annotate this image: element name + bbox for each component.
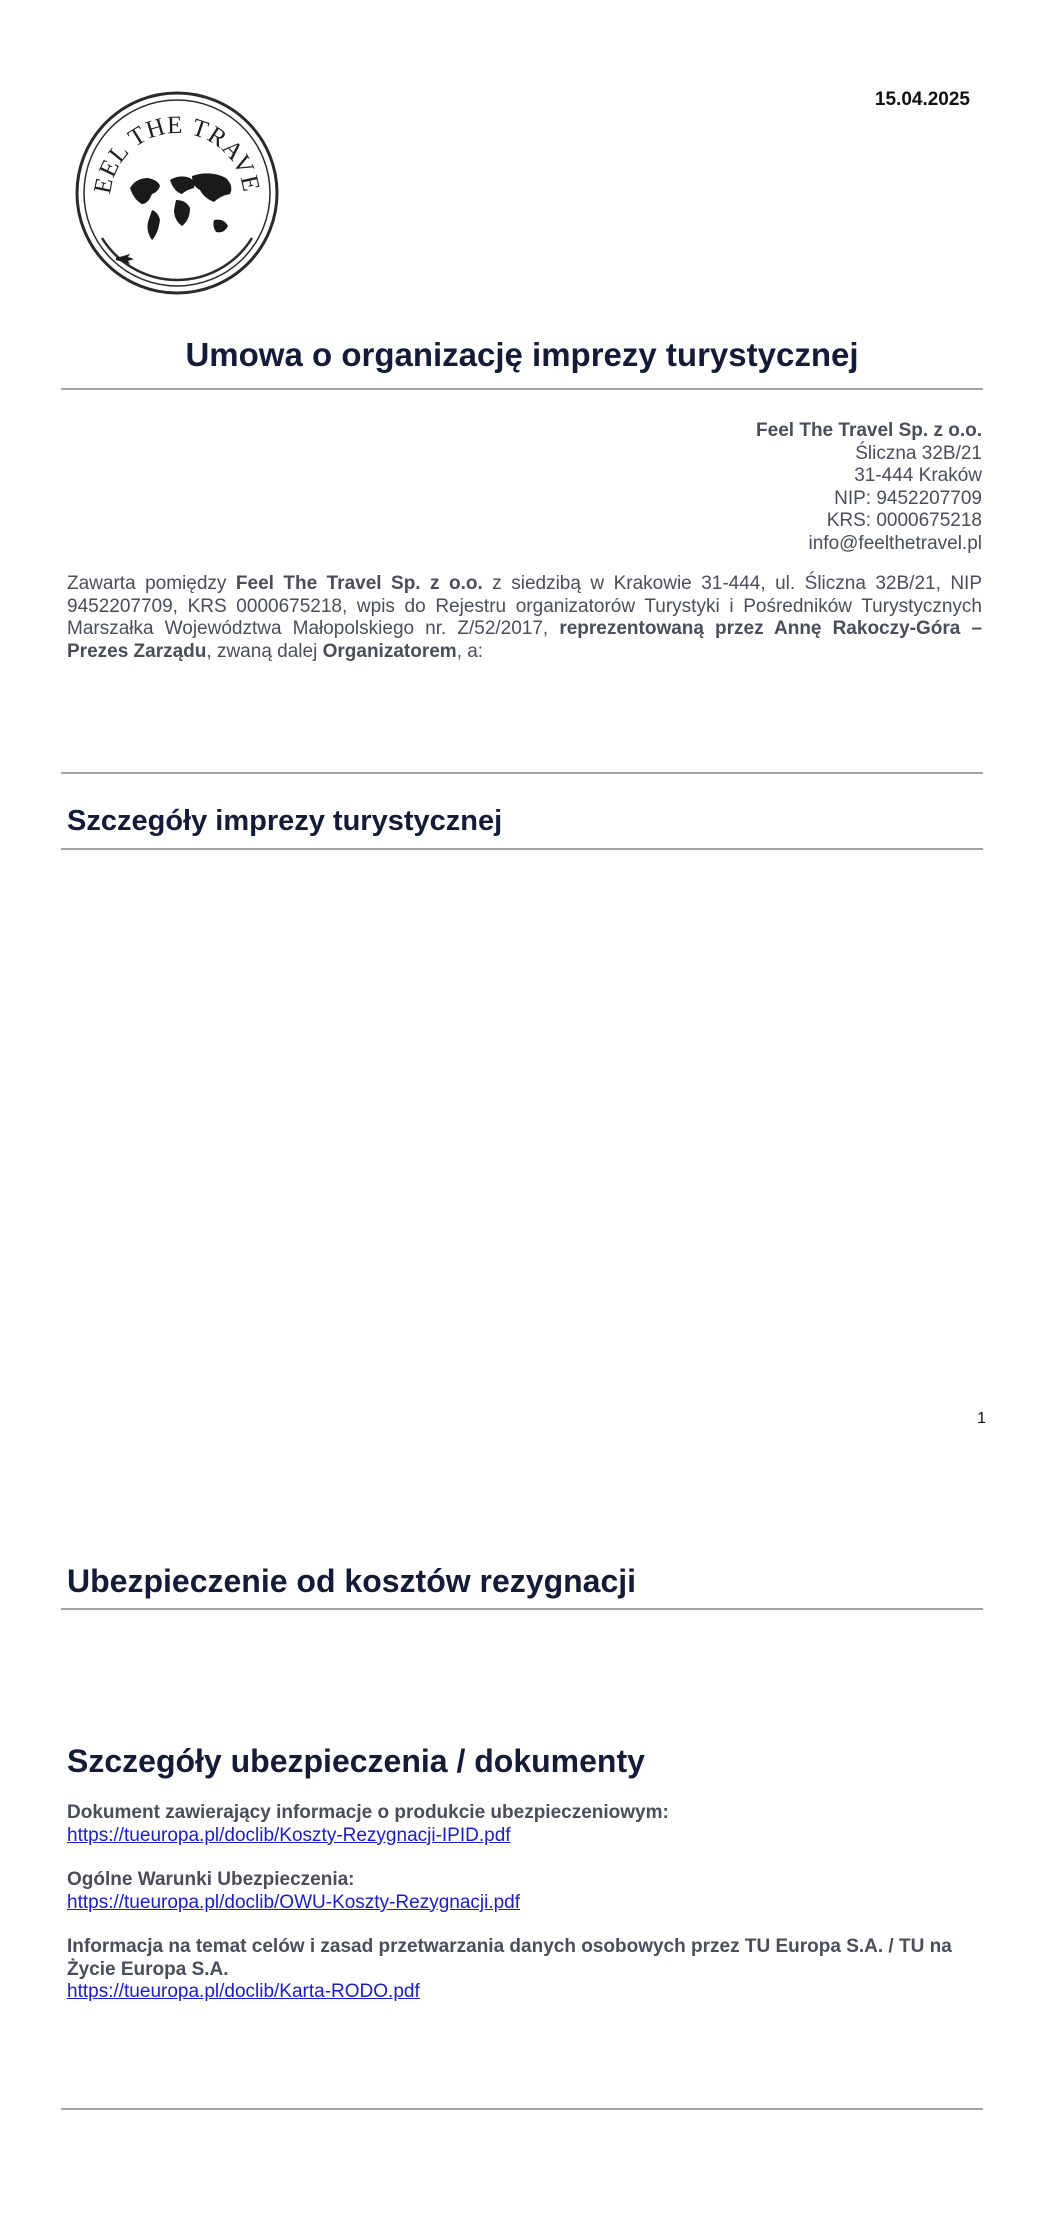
company-krs: KRS: 0000675218: [826, 510, 982, 531]
page-number: 1: [977, 1410, 986, 1427]
divider: [61, 772, 983, 774]
company-street: Śliczna 32B/21: [855, 442, 982, 464]
company-logo: [72, 88, 282, 298]
section-heading-insurance-documents: Szczegóły ubezpieczenia / dokumenty: [67, 1743, 645, 1779]
list-item: [67, 1936, 982, 2004]
divider: [61, 1608, 983, 1610]
intro-company-name: Feel The Travel Sp. z o.o.: [235, 573, 483, 594]
document-link[interactable]: https://tueuropa.pl/doclib/Koszty-Rezygnacji-IPID.pdf: [67, 1824, 511, 1846]
document-label: Dokument zawierający informacje o produkcie ubezpieczeniowym:: [67, 1802, 669, 1823]
intro-text: Zawarta pomiędzy: [67, 573, 236, 594]
svg-text:FEEL THE TRAVEL: [72, 88, 265, 196]
document-link[interactable]: https://tueuropa.pl/doclib/Karta-RODO.pdf: [67, 1981, 420, 2002]
intro-text: , zwaną dalej: [206, 640, 323, 662]
intro-organizer: Organizatorem: [322, 640, 457, 662]
section-heading-resignation-insurance: Ubezpieczenie od kosztów rezygnacji: [67, 1563, 637, 1599]
list-item: [67, 1802, 982, 1847]
document-title: Umowa o organizację imprezy turystycznej: [185, 336, 859, 373]
intro-representative: reprezentowaną przez Annę Rakoczy-Góra – Prezes Zarządu: [67, 618, 983, 662]
company-email: info@feelthetravel.pl: [808, 532, 982, 554]
document-label: Informacja na temat celów i zasad przetwarzania danych osobowych przez TU Europa S.A. / TU na Życie Europa S.A.: [67, 1936, 952, 1980]
divider: [61, 848, 983, 850]
intro-text: z siedzibą w Krakowie 31-444, ul. Śliczna 32B/21, NIP 9452207709, KRS 0000675218, wpis do Rejestru organizatorów Turystyki i Pośredników Turystycznych Marszałka Województwa Małopolskiego nr. Z/52/2017,: [67, 573, 983, 639]
divider: [61, 2108, 983, 2110]
logo-text: EEL THE TRAVE: [89, 111, 265, 196]
divider: [61, 388, 983, 390]
company-info: [756, 420, 982, 555]
company-nip: NIP: 9452207709: [834, 487, 982, 509]
insurance-documents-list: [67, 1802, 982, 2026]
section-heading-trip-details: Szczegóły imprezy turystycznej: [67, 805, 503, 837]
document-link[interactable]: https://tueuropa.pl/doclib/OWU-Koszty-Rezygnacji.pdf: [67, 1891, 521, 1913]
document-label: Ogólne Warunki Ubezpieczenia:: [67, 1869, 355, 1890]
document-date: 15.04.2025: [874, 89, 970, 110]
world-map-stamp-icon: [72, 88, 282, 298]
intro-text: , a:: [456, 640, 484, 662]
company-name: Feel The Travel Sp. z o.o.: [756, 420, 982, 441]
contract-intro-paragraph: [67, 573, 982, 663]
company-city: 31-444 Kraków: [854, 465, 982, 486]
list-item: [67, 1869, 982, 1914]
